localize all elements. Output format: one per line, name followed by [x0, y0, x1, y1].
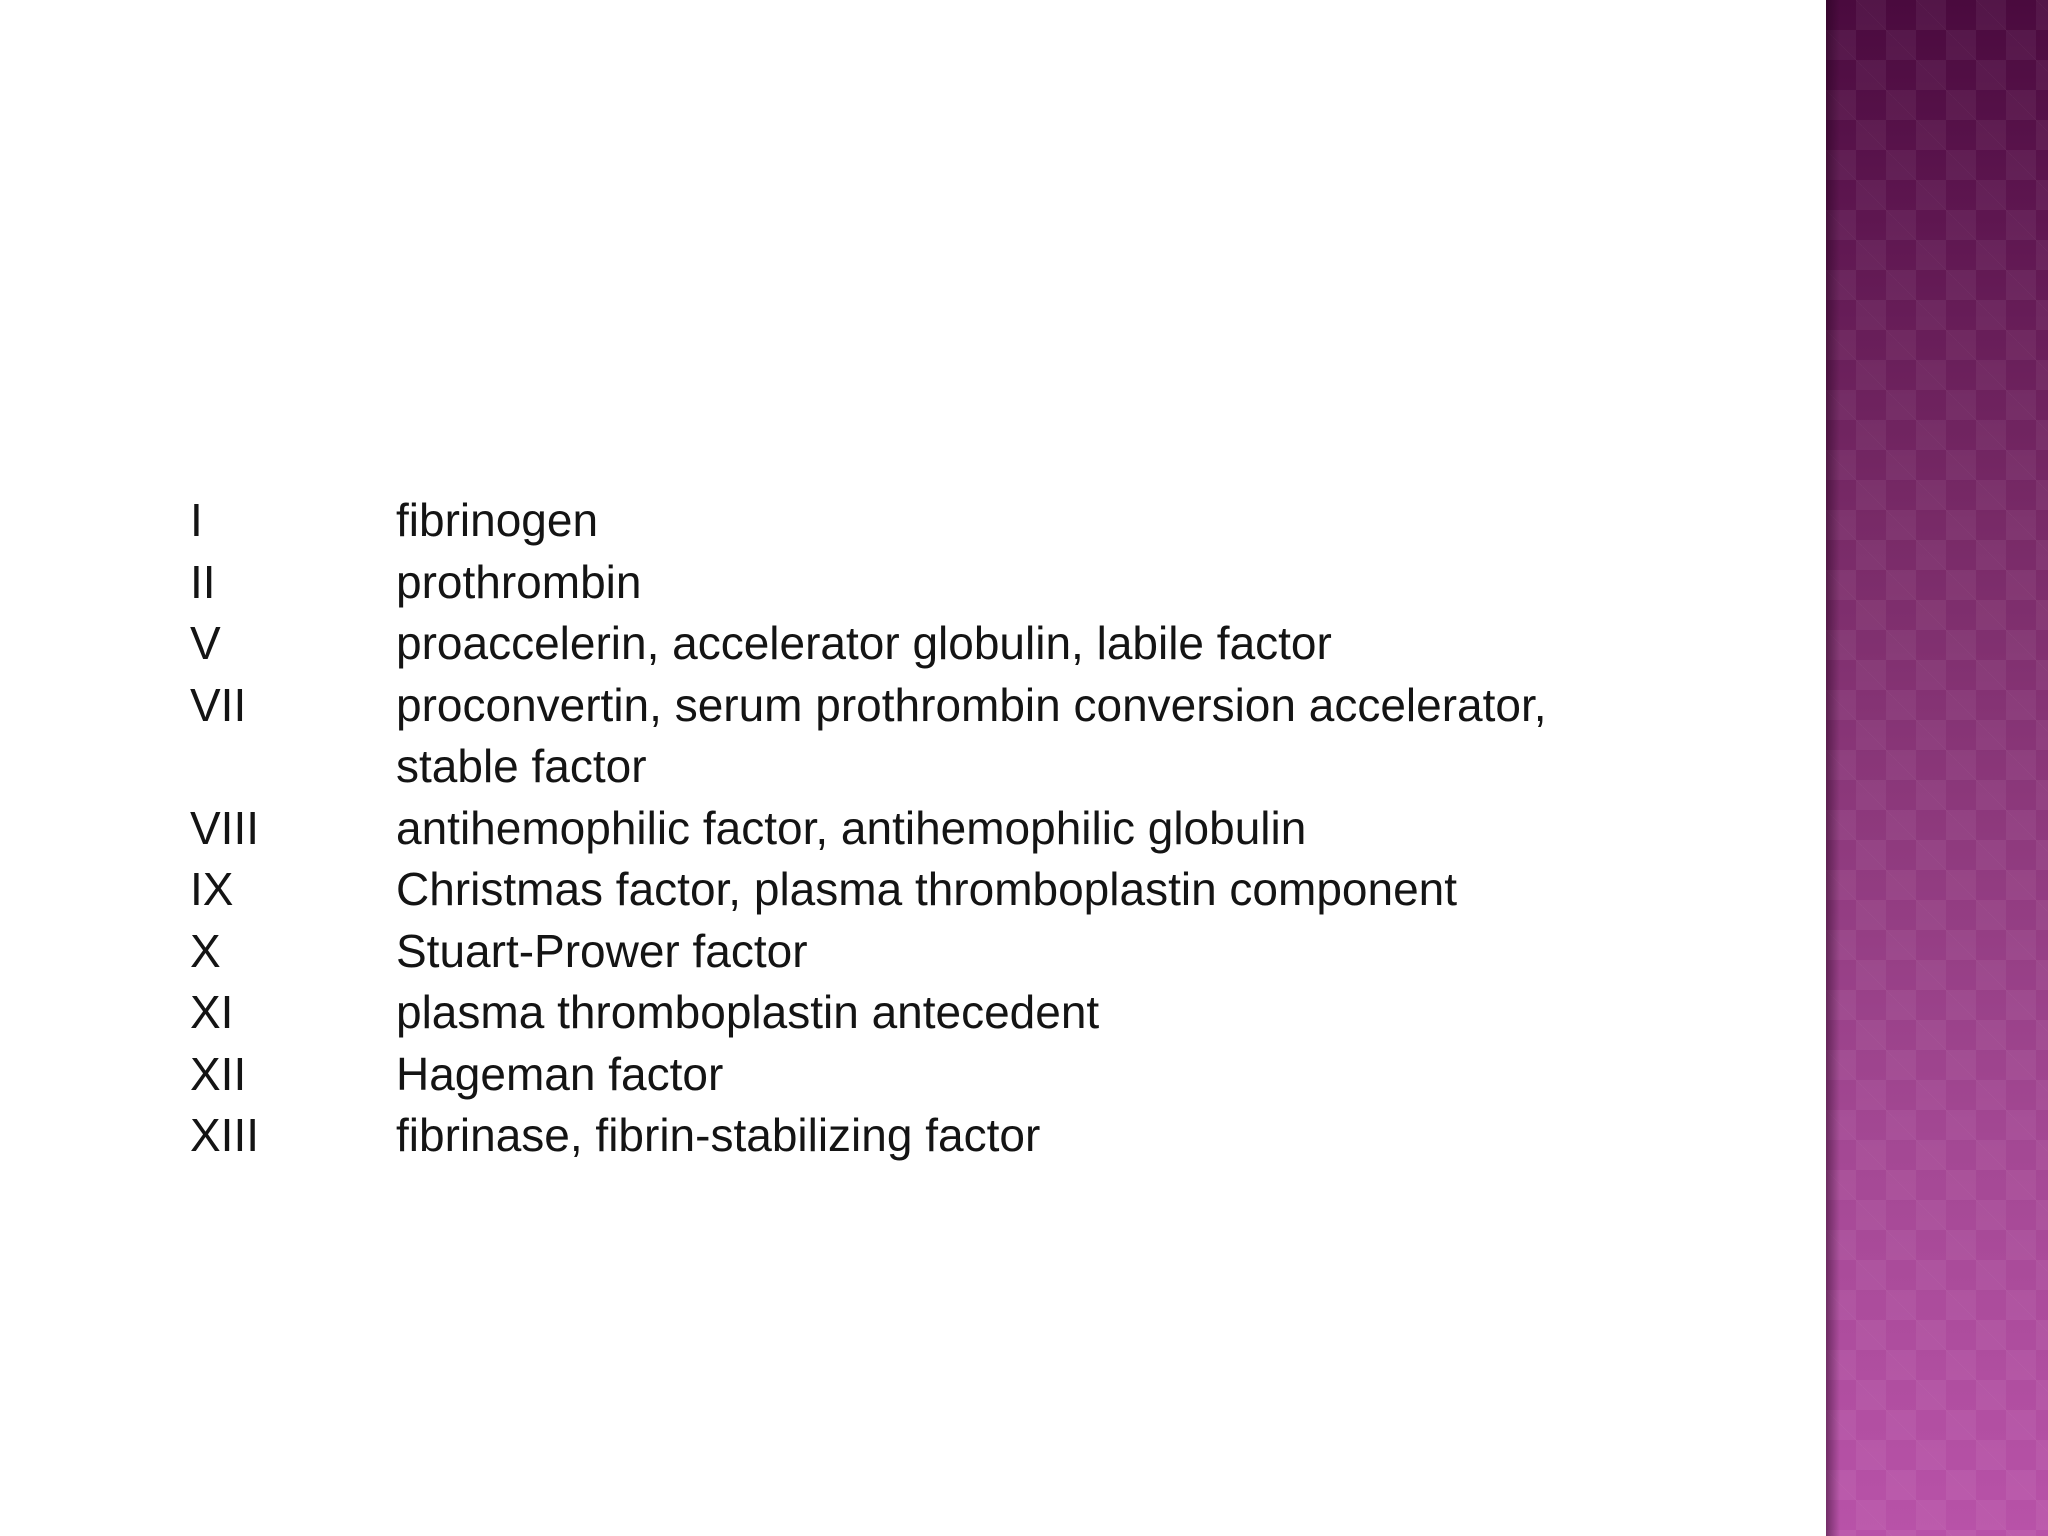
factor-row [190, 798, 1750, 860]
factor-name: Christmas factor, plasma thromboplastin component [396, 863, 1458, 915]
factor-row [190, 613, 1750, 675]
factor-name: antihemophilic factor, antihemophilic globulin [396, 801, 1307, 854]
factor-name: Hageman factor [396, 1047, 724, 1100]
factor-numeral: VII [190, 678, 247, 731]
factor-row [190, 490, 1750, 552]
factor-row [190, 1044, 1750, 1106]
factor-numeral: IX [190, 863, 234, 915]
factor-numeral: XII [190, 1047, 247, 1100]
factor-numeral: II [190, 555, 216, 608]
factor-row [190, 552, 1750, 614]
factor-numeral: X [190, 924, 221, 977]
factor-name: plasma thromboplastin antecedent [396, 986, 1100, 1038]
factor-numeral: XIII [190, 1109, 260, 1161]
factor-row [190, 982, 1750, 1044]
factor-row [190, 1105, 1750, 1167]
decorative-side-band [1826, 0, 2048, 1536]
factor-name: fibrinogen [396, 494, 599, 546]
factor-numeral: VIII [190, 801, 260, 854]
factor-numeral: V [190, 617, 221, 669]
factor-name: Stuart-Prower factor [396, 924, 808, 977]
factor-numeral: I [190, 494, 203, 546]
coagulation-factor-list [190, 490, 1750, 1167]
factor-name: prothrombin [396, 555, 642, 608]
factor-name: fibrinase, fibrin-stabilizing factor [396, 1109, 1041, 1161]
factor-name: proconvertin, serum prothrombin conversion accelerator, stable factor [396, 678, 1547, 792]
factor-numeral: XI [190, 986, 234, 1038]
factor-row [190, 921, 1750, 983]
factor-row [190, 675, 1750, 798]
factor-name: proaccelerin, accelerator globulin, labile factor [396, 617, 1332, 669]
factor-row [190, 859, 1750, 921]
